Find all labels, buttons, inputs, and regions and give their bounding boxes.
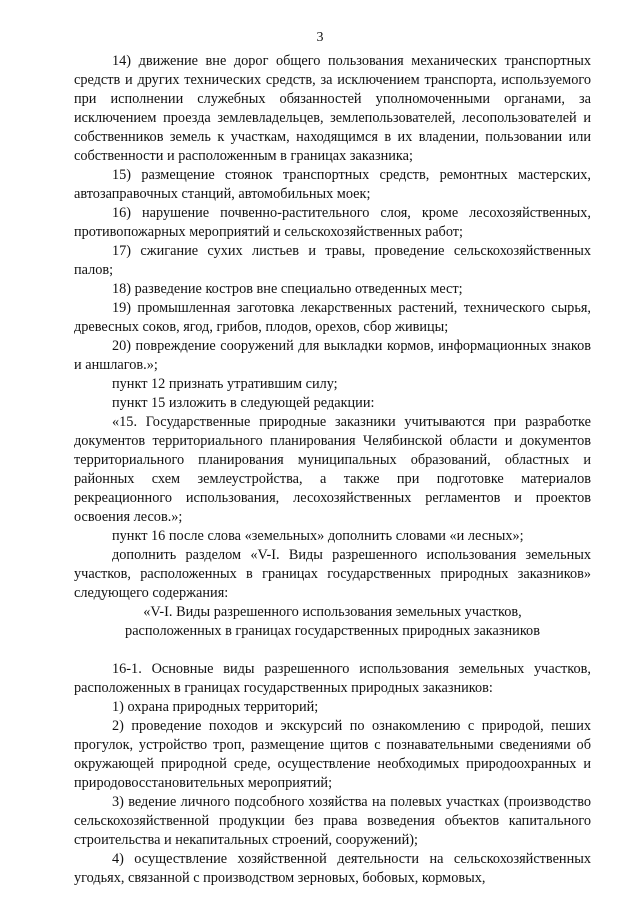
document-body (74, 52, 591, 888)
section-heading-line-2: расположенных в границах государственных природных заказников (125, 623, 540, 639)
paragraph-item-20: 20) повреждение сооружений для выкладки кормов, информационных знаков и аншлагов.»; (74, 338, 591, 373)
paragraph-use-1: 1) охрана природных территорий; (112, 699, 319, 715)
paragraph-item-17: 17) сжигание сухих листьев и травы, проведение сельскохозяйственных палов; (74, 243, 591, 278)
paragraph-use-2: 2) проведение походов и экскурсий по ознакомлению с природой, пеших прогулок, устройство троп, размещение щитов с познавательными сведениями об окружающей природной среде, осуществление необходимых природоохранных и природовосстановительных мероприятий; (74, 718, 591, 791)
paragraph-point-15-intro: пункт 15 изложить в следующей редакции: (112, 395, 375, 411)
paragraph-use-4: 4) осуществление хозяйственной деятельности на сельскохозяйственных угодьях, связанной с производством зерновых, бобовых, кормовых, (74, 851, 591, 886)
paragraph-point-15-text: «15. Государственные природные заказники учитываются при разработке документов территориального планирования Челябинской области и документов территориального планирования муниципальных образований, областных и районных схем землеустройства, а также при подготовке материалов рекреационного использования, лесохозяйственных регламентов и проектов освоения лесов.»; (74, 414, 591, 525)
page-number: 3 (316, 30, 324, 45)
paragraph-item-19: 19) промышленная заготовка лекарственных растений, технического сырья, древесных соков, ягод, грибов, плодов, орехов, сбор живицы; (74, 300, 591, 335)
paragraph-point-12: пункт 12 признать утратившим силу; (112, 376, 338, 392)
paragraph-16-1: 16-1. Основные виды разрешенного использования земельных участков, расположенных в границах государственных природных заказников: (74, 661, 591, 696)
paragraph-item-14: 14) движение вне дорог общего пользования механических транспортных средств и других технических средств, за исключением транспорта, используемого при исполнении служебных обязанностей уполномоченными органами, за исключением проезда землевладельцев, землепользователей, лесопользователей и собственников земель к участкам, находящимся в их владении, пользовании или собственности и расположенным в границах заказника; (74, 53, 591, 164)
paragraph-add-section: дополнить разделом «V-I. Виды разрешенного использования земельных участков, расположенных в границах государственных природных заказников» следующего содержания: (74, 547, 591, 601)
paragraph-item-16: 16) нарушение почвенно-растительного слоя, кроме лесохозяйственных, противопожарных мероприятий и сельскохозяйственных работ; (74, 205, 591, 240)
paragraph-point-16: пункт 16 после слова «земельных» дополнить словами «и лесных»; (112, 528, 524, 544)
paragraph-item-18: 18) разведение костров вне специально отведенных мест; (112, 281, 463, 297)
section-heading-line-1: «V-I. Виды разрешенного использования земельных участков, (143, 604, 522, 620)
paragraph-item-15: 15) размещение стоянок транспортных средств, ремонтных мастерских, автозаправочных станций, автомобильных моек; (74, 167, 591, 202)
paragraph-use-3: 3) ведение личного подсобного хозяйства на полевых участках (производство сельскохозяйственной продукции без права возведения объектов капитального строительства и некапитальных строений, сооружений); (74, 794, 591, 848)
